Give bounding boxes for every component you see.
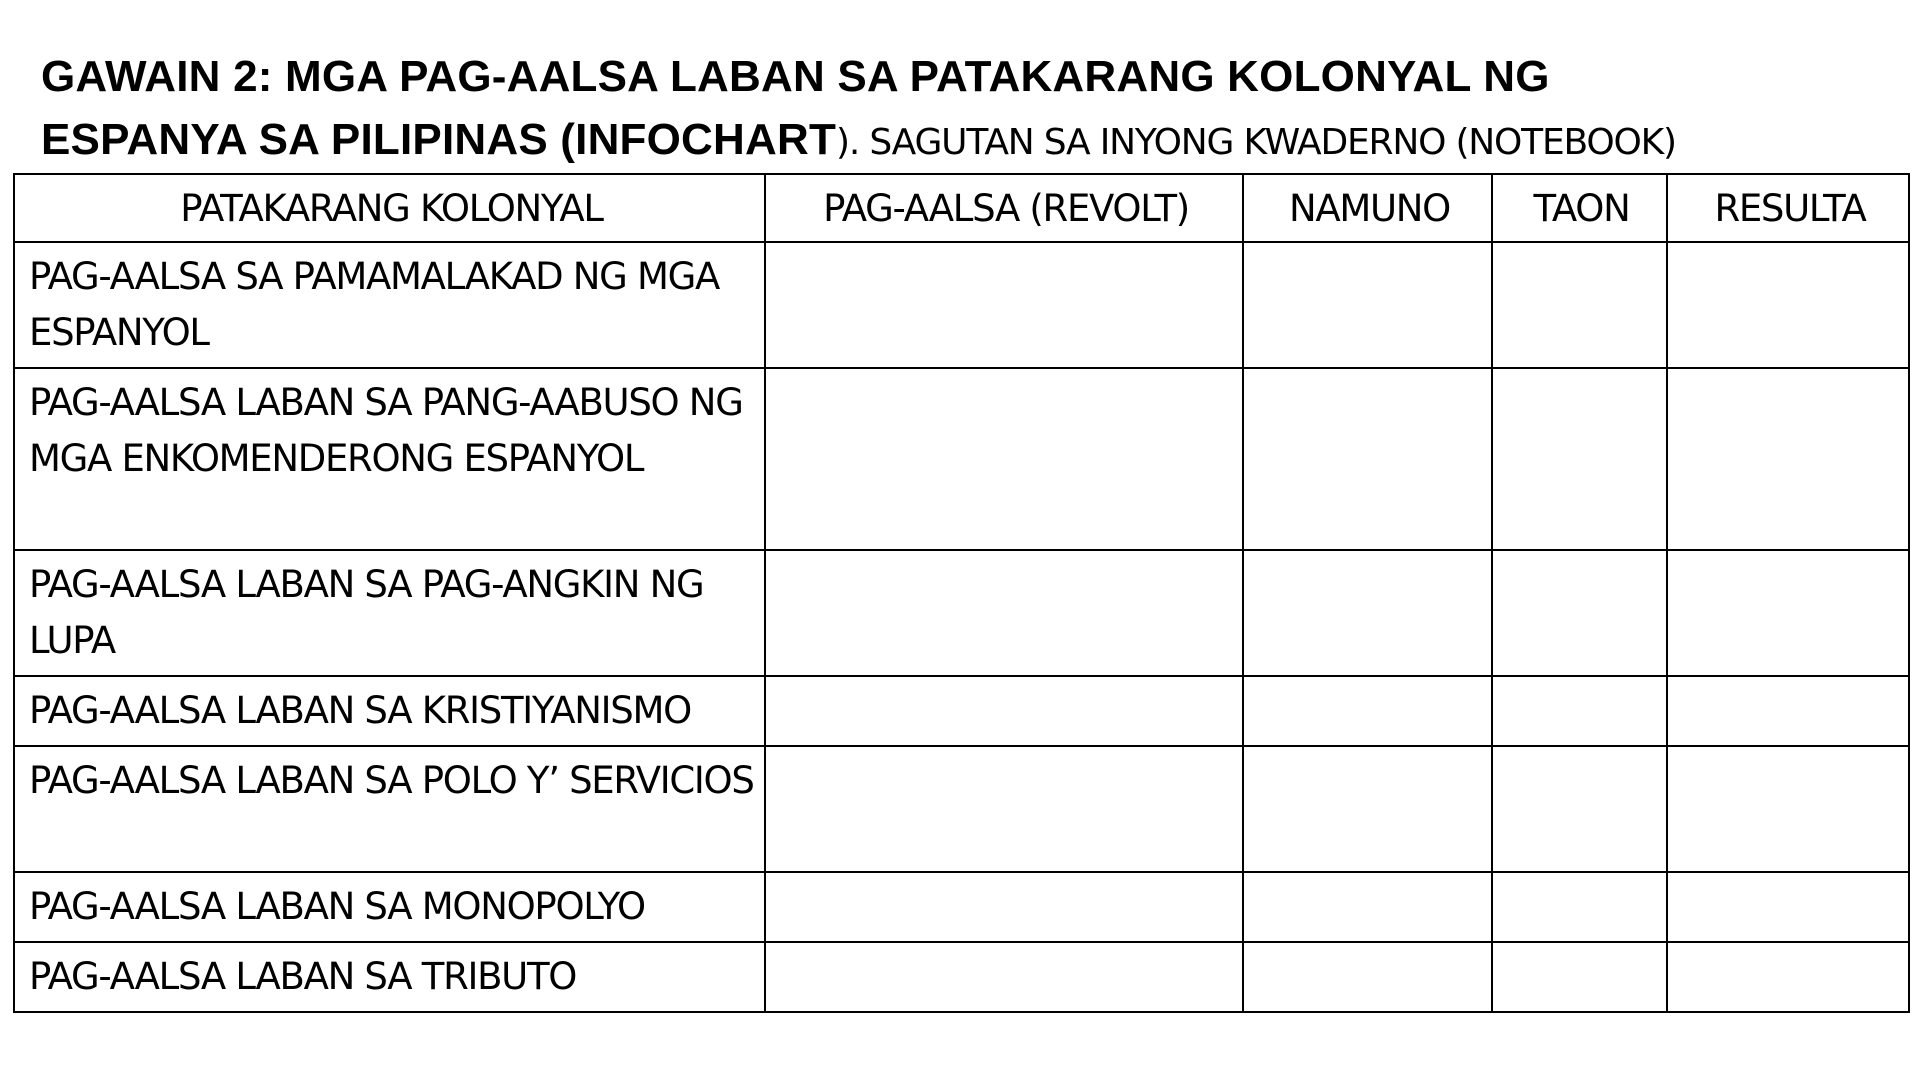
table-row bbox=[14, 550, 1909, 676]
result-answer-cell[interactable] bbox=[1667, 676, 1909, 746]
revolt-answer-cell[interactable] bbox=[765, 676, 1243, 746]
title-line-1 bbox=[41, 50, 1901, 113]
result-answer-cell[interactable] bbox=[1667, 746, 1909, 872]
table-row bbox=[14, 942, 1909, 1012]
year-answer-cell[interactable] bbox=[1492, 550, 1667, 676]
policy-cell: PAG-AALSA LABAN SA PANG-AABUSO NG MGA ENKOMENDERONG ESPANYOL bbox=[14, 368, 765, 550]
leader-answer-cell[interactable] bbox=[1243, 746, 1492, 872]
table-row bbox=[14, 242, 1909, 368]
revolt-answer-cell[interactable] bbox=[765, 550, 1243, 676]
result-answer-cell[interactable] bbox=[1667, 242, 1909, 368]
year-answer-cell[interactable] bbox=[1492, 872, 1667, 942]
header-patakarang-kolonyal: PATAKARANG KOLONYAL bbox=[14, 174, 765, 242]
title-instruction-text: ). SAGUTAN SA INYONG KWADERNO (NOTEBOOK) bbox=[836, 122, 1676, 163]
leader-answer-cell[interactable] bbox=[1243, 676, 1492, 746]
result-answer-cell[interactable] bbox=[1667, 872, 1909, 942]
table-row bbox=[14, 872, 1909, 942]
table-header-row bbox=[14, 174, 1909, 242]
leader-answer-cell[interactable] bbox=[1243, 242, 1492, 368]
title-line-2 bbox=[41, 113, 1901, 176]
leader-answer-cell[interactable] bbox=[1243, 872, 1492, 942]
revolt-answer-cell[interactable] bbox=[765, 942, 1243, 1012]
year-answer-cell[interactable] bbox=[1492, 746, 1667, 872]
policy-cell: PAG-AALSA LABAN SA TRIBUTO bbox=[14, 942, 765, 1012]
policy-cell: PAG-AALSA LABAN SA KRISTIYANISMO bbox=[14, 676, 765, 746]
year-answer-cell[interactable] bbox=[1492, 676, 1667, 746]
year-answer-cell[interactable] bbox=[1492, 242, 1667, 368]
revolt-answer-cell[interactable] bbox=[765, 746, 1243, 872]
policy-cell: PAG-AALSA LABAN SA MONOPOLYO bbox=[14, 872, 765, 942]
year-answer-cell[interactable] bbox=[1492, 942, 1667, 1012]
year-answer-cell[interactable] bbox=[1492, 368, 1667, 550]
result-answer-cell[interactable] bbox=[1667, 368, 1909, 550]
table-row bbox=[14, 746, 1909, 872]
header-pag-aalsa: PAG-AALSA (REVOLT) bbox=[765, 174, 1243, 242]
worksheet-title bbox=[41, 50, 1901, 176]
result-answer-cell[interactable] bbox=[1667, 550, 1909, 676]
revolt-answer-cell[interactable] bbox=[765, 872, 1243, 942]
revolt-answer-cell[interactable] bbox=[765, 368, 1243, 550]
header-taon: TAON bbox=[1492, 174, 1667, 242]
policy-cell: PAG-AALSA LABAN SA POLO Y’ SERVICIOS bbox=[14, 746, 765, 872]
header-namuno: NAMUNO bbox=[1243, 174, 1492, 242]
header-resulta: RESULTA bbox=[1667, 174, 1909, 242]
policy-cell: PAG-AALSA SA PAMAMALAKAD NG MGA ESPANYOL bbox=[14, 242, 765, 368]
title-bold-text-1: GAWAIN 2: MGA PAG-AALSA LABAN SA PATAKARANG KOLONYAL NG bbox=[41, 52, 1550, 101]
title-bold-text-2: ESPANYA SA PILIPINAS (INFOCHART bbox=[41, 115, 837, 164]
infochart-table bbox=[13, 173, 1910, 1013]
revolt-answer-cell[interactable] bbox=[765, 242, 1243, 368]
table-row bbox=[14, 676, 1909, 746]
result-answer-cell[interactable] bbox=[1667, 942, 1909, 1012]
leader-answer-cell[interactable] bbox=[1243, 942, 1492, 1012]
policy-cell: PAG-AALSA LABAN SA PAG-ANGKIN NG LUPA bbox=[14, 550, 765, 676]
leader-answer-cell[interactable] bbox=[1243, 368, 1492, 550]
table-row bbox=[14, 368, 1909, 550]
leader-answer-cell[interactable] bbox=[1243, 550, 1492, 676]
